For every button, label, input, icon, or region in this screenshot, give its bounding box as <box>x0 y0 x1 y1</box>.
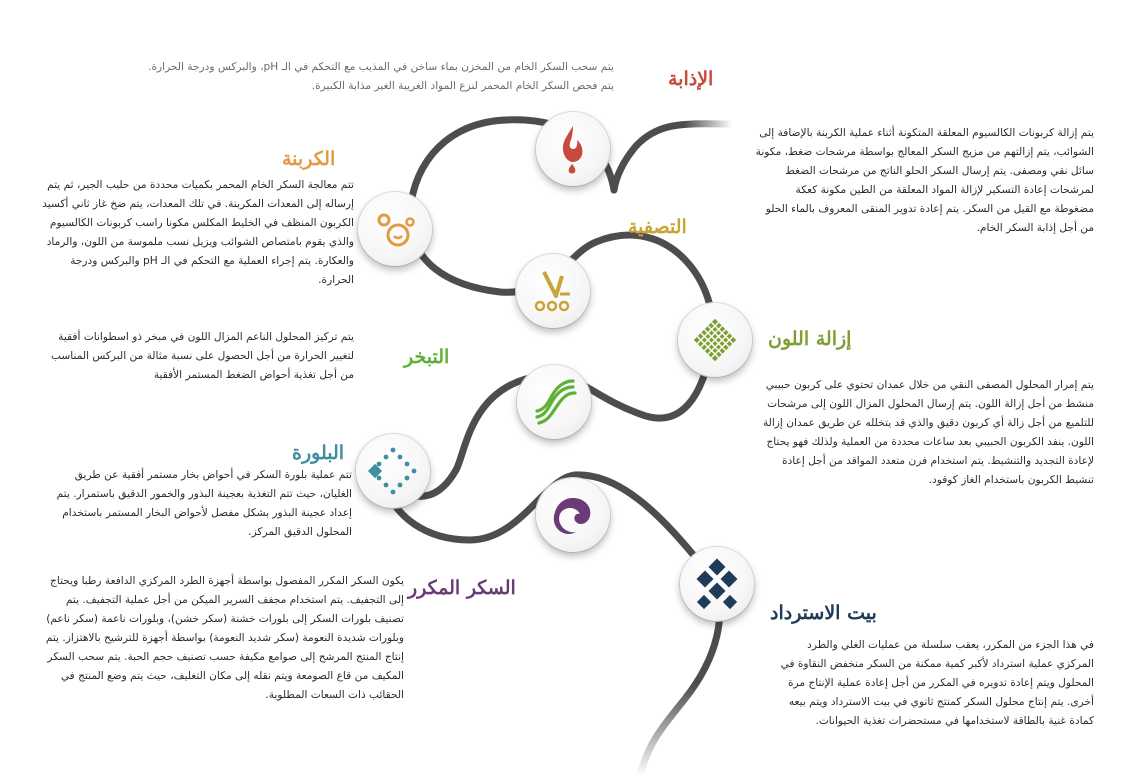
curve-top-segment <box>614 124 732 190</box>
description-melting: يتم سحب السكر الخام من المخزن بماء ساخن في المذيب مع التحكم في الـ pH، والبركس ودرجة الحرارة. يتم فحص السكر الخام المحمر لنزع المواد الغريبة الغير مذابة الكبيرة. <box>148 61 614 92</box>
steam-waves-icon <box>517 365 591 439</box>
crystal-dots-icon <box>356 434 430 508</box>
description-decolorization: يتم إمرار المحلول المصفى النقي من خلال عمدان تحتوي على كربون حبيبي منشط من أجل إزالة اللون. يتم إرسال المحلول المزال اللون إلى مرشحات للتلميع من أجل زالة أي كربون دقيق والذي قد يتخلله عن طريق عمدان إزالة اللون. ينفد الكربون الحبيبي بعد ساعات محددة من العملية ولذلك فهو يحتاج لإعادة التجديد والتنشيط. يتم استخدام فرن متعدد المواقد من أجل إعادة تنشيط الكربون باستخدام الغاز كوقود. <box>762 379 1094 486</box>
title-carbonation: الكربنة <box>282 148 336 170</box>
title-refined-sugar: السكر المكرر <box>408 577 516 599</box>
node-recovery-house[interactable] <box>680 547 754 621</box>
filter-drops-icon <box>516 254 590 328</box>
node-decolorization[interactable] <box>678 303 752 377</box>
description-evaporation: يتم تركيز المحلول الناعم المزال اللون في مبخر ذو اسطوانات أفقية لتغيير الحرارة من أجل الحصول على نسبة مثالة من البركس المناسب من أجل تغذية أحواض الضغط المستمر الأفقية <box>51 331 354 381</box>
title-decolorization: إزالة اللون <box>768 328 852 350</box>
title-crystallization: البلورة <box>292 442 345 464</box>
title-filtration: التصفية <box>628 216 687 238</box>
description-recovery-house: في هذا الجزء من المكرر، يعقب سلسلة من عمليات الغلي والطرد المركزي عملية استرداد لأكبر كمية ممكنة من السكر منخفض النقاوة في المحلول ويتم إعادة تدويره في المكرر من أجل إعادة عملية الإنتاج مرة أخرى. يتم إنتاج محلول السكر كمنتج ثانوي في بيت الاسترداد ويتم بيعه كمادة غنية بالطاقة لاستخدامها في مستحضرات تغذية الحيوانات. <box>780 639 1094 727</box>
diamond-cluster-icon <box>680 547 754 621</box>
node-carbonation[interactable] <box>358 192 432 266</box>
node-melting[interactable] <box>536 112 610 186</box>
description-filtration: يتم إزالة كربونات الكالسيوم المعلقة المتكونة أثناء عملية الكربنة بالإضافة إلى الشوائب، يتم إزالتهم من مزيج السكر المعالج بواسطة مرشحات ضغط، مكونة سائل نقي ومصفى. يتم إرسال السكر الحلو الناتج من مرشحات الضغط لمرشحات إعادة التسكير لإزالة المواد المعلقة من الطين مكونة كعكة مضغوطة مع القيل من السكر. يتم إعادة تدوير المنقى المعروف بالماء الحلو من أجل إذابة السكر الخام. <box>755 127 1094 234</box>
node-filtration[interactable] <box>516 254 590 328</box>
bubbles-icon <box>358 192 432 266</box>
description-carbonation: تتم معالجة السكر الخام المحمر بكميات محددة من حليب الجير، ثم يتم إرساله إلى المعدات المكربنة. في تلك المعدات، يتم ضخ غاز ثاني أكسيد الكربون المنظف في الخليط المكلس مكونا راسب كربونات الكالسيوم والذي يقوم بامتصاص الشوائب ويزيل نسب ملموسة من اللون، والرماد والعكارة. يتم إجراء العملية مع التحكم في الـ pH والبركس ودرجة الحرارة. <box>42 179 354 286</box>
title-evaporation: التبخر <box>404 346 450 368</box>
title-recovery-house: بيت الاسترداد <box>770 602 877 624</box>
swirl-icon <box>536 478 610 552</box>
node-refined-sugar[interactable] <box>536 478 610 552</box>
flame-drop-icon <box>536 112 610 186</box>
title-melting: الإذابة <box>668 68 714 90</box>
description-crystallization: تتم عملية بلورة السكر في أحواض بخار مستمر أفقية عن طريق الغليان، حيث تتم التغذية بعجينة البذور والخمور الدقيق باستمرار. يتم إعداد عجينة البذور بشكل مفصل لأحواض البخار المستمر باستخدام المحلول الدقيق المركز. <box>56 469 352 538</box>
description-refined-sugar: يكون السكر المكرر المفصول بواسطة أجهزة الطرد المركزي الدافعة رطبا ويحتاج إلى التجفيف. يتم استخدام مجفف السرير الميكن من أجل عملية التجفيف. يتم تصنيف بلورات السكر إلى بلورات خشنة (سكر خشن)، وبلورات ناعمة (سكر ناعم) وبلورات شديدة النعومة (سكر شديد النعومة) بواسطة أجهزة للترشيح بالاهتزاز. يتم إنتاج المنتج المرشح إلى صوامع مكيفة حسب تصنيف حجم الحبة. يتم سحب السكر المكيف من قاع الصومعة ويتم نقله إلى مكان التغليف، حيث يتم وضع المنتج في الحقائب ذات السعات المطلوبة. <box>45 575 404 701</box>
node-crystallization[interactable] <box>356 434 430 508</box>
node-evaporation[interactable] <box>517 365 591 439</box>
grid-diamond-icon <box>678 303 752 377</box>
